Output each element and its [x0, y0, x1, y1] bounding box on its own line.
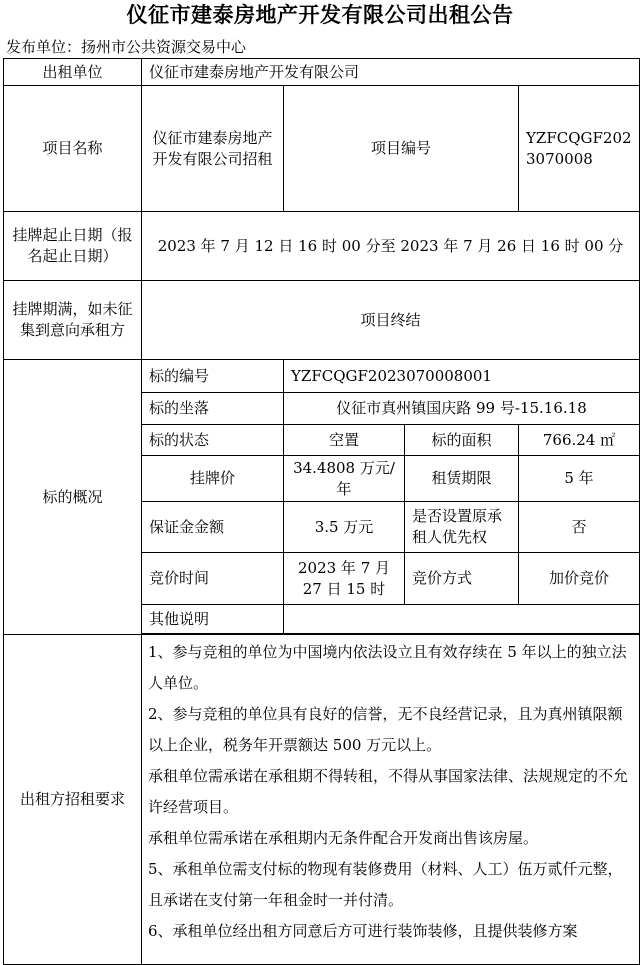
requirement-item: 6、承租单位经出租方同意后方可进行装饰装修，且提供装修方案	[148, 922, 578, 940]
project-code-value: YZFCQGF2023070008	[519, 86, 640, 212]
row-requirements	[4, 635, 640, 965]
bid-time-label: 竞价时间	[142, 553, 284, 605]
row-project	[4, 86, 640, 212]
area-label: 标的面积	[405, 425, 519, 456]
publisher-line	[6, 38, 246, 56]
requirement-item: 5、承租单位需支付标的物现有装修费用（材料、人工）伍万贰仟元整，且承诺在支付第一年租金时一并付清。	[148, 860, 623, 909]
row-lessor	[4, 59, 640, 86]
row-item-code	[4, 360, 640, 393]
other-label: 其他说明	[142, 605, 284, 634]
requirements-label: 出租方招租要求	[4, 635, 142, 965]
deposit-label: 保证金金额	[142, 502, 284, 553]
requirement-item: 承租单位需承诺在承租期不得转租，不得从事国家法律、法规规定的不允许经营项目。	[148, 767, 629, 816]
location-label: 标的坐落	[142, 393, 284, 425]
priority-label: 是否设置原承租人优先权	[405, 502, 519, 553]
page-title: 仪征市建泰房地产开发有限公司出租公告	[126, 3, 514, 27]
bid-time-value: 2023 年 7 月 27 日 15 时	[284, 553, 405, 605]
publisher-value: 扬州市公共资源交易中心	[81, 38, 247, 56]
bid-method-label: 竞价方式	[405, 553, 519, 605]
announcement-table	[3, 58, 640, 965]
lessor-label: 出租单位	[4, 59, 142, 86]
status-value: 空置	[284, 425, 405, 456]
deposit-value: 3.5 万元	[284, 502, 405, 553]
row-expiry	[4, 281, 640, 360]
item-code-value: YZFCQGF2023070008001	[284, 360, 640, 393]
row-listing-period	[4, 212, 640, 281]
other-value	[284, 605, 640, 634]
priority-value: 否	[519, 502, 640, 553]
status-label: 标的状态	[142, 425, 284, 456]
bid-method-value: 加价竞价	[519, 553, 640, 605]
project-code-label: 项目编号	[284, 86, 519, 212]
expiry-label: 挂牌期满，如未征集到意向承租方	[4, 281, 142, 360]
location-value: 仪征市真州镇国庆路 99 号-15.16.18	[284, 393, 640, 425]
requirements-list	[142, 635, 640, 965]
requirement-item: 1、参与竞租的单位为中国境内依法设立且有效存续在 5 年以上的独立法人单位。	[148, 643, 627, 692]
expiry-value: 项目终结	[142, 281, 640, 360]
term-label: 租赁期限	[405, 456, 519, 502]
requirement-item: 承租单位需承诺在承租期内无条件配合开发商出售该房屋。	[148, 829, 539, 847]
listing-period-label: 挂牌起止日期（报名起止日期）	[4, 212, 142, 281]
lessor-value: 仪征市建泰房地产开发有限公司	[142, 59, 640, 86]
price-value: 34.4808 万元/年	[284, 456, 405, 502]
project-name-value: 仪征市建泰房地产开发有限公司招租	[142, 86, 284, 212]
listing-period-value: 2023 年 7 月 12 日 16 时 00 分至 2023 年 7 月 26 日 16 时 00 分	[142, 212, 640, 281]
area-value: 766.24 ㎡	[519, 425, 640, 456]
project-name-label: 项目名称	[4, 86, 142, 212]
price-label: 挂牌价	[142, 456, 284, 502]
requirement-item: 2、参与竞租的单位具有良好的信誉，无不良经营记录，且为真州镇限额以上企业，税务年开票额达 500 万元以上。	[148, 705, 623, 754]
overview-label: 标的概况	[4, 360, 142, 635]
item-code-label: 标的编号	[142, 360, 284, 393]
term-value: 5 年	[519, 456, 640, 502]
publisher-label: 发布单位：	[6, 38, 82, 56]
